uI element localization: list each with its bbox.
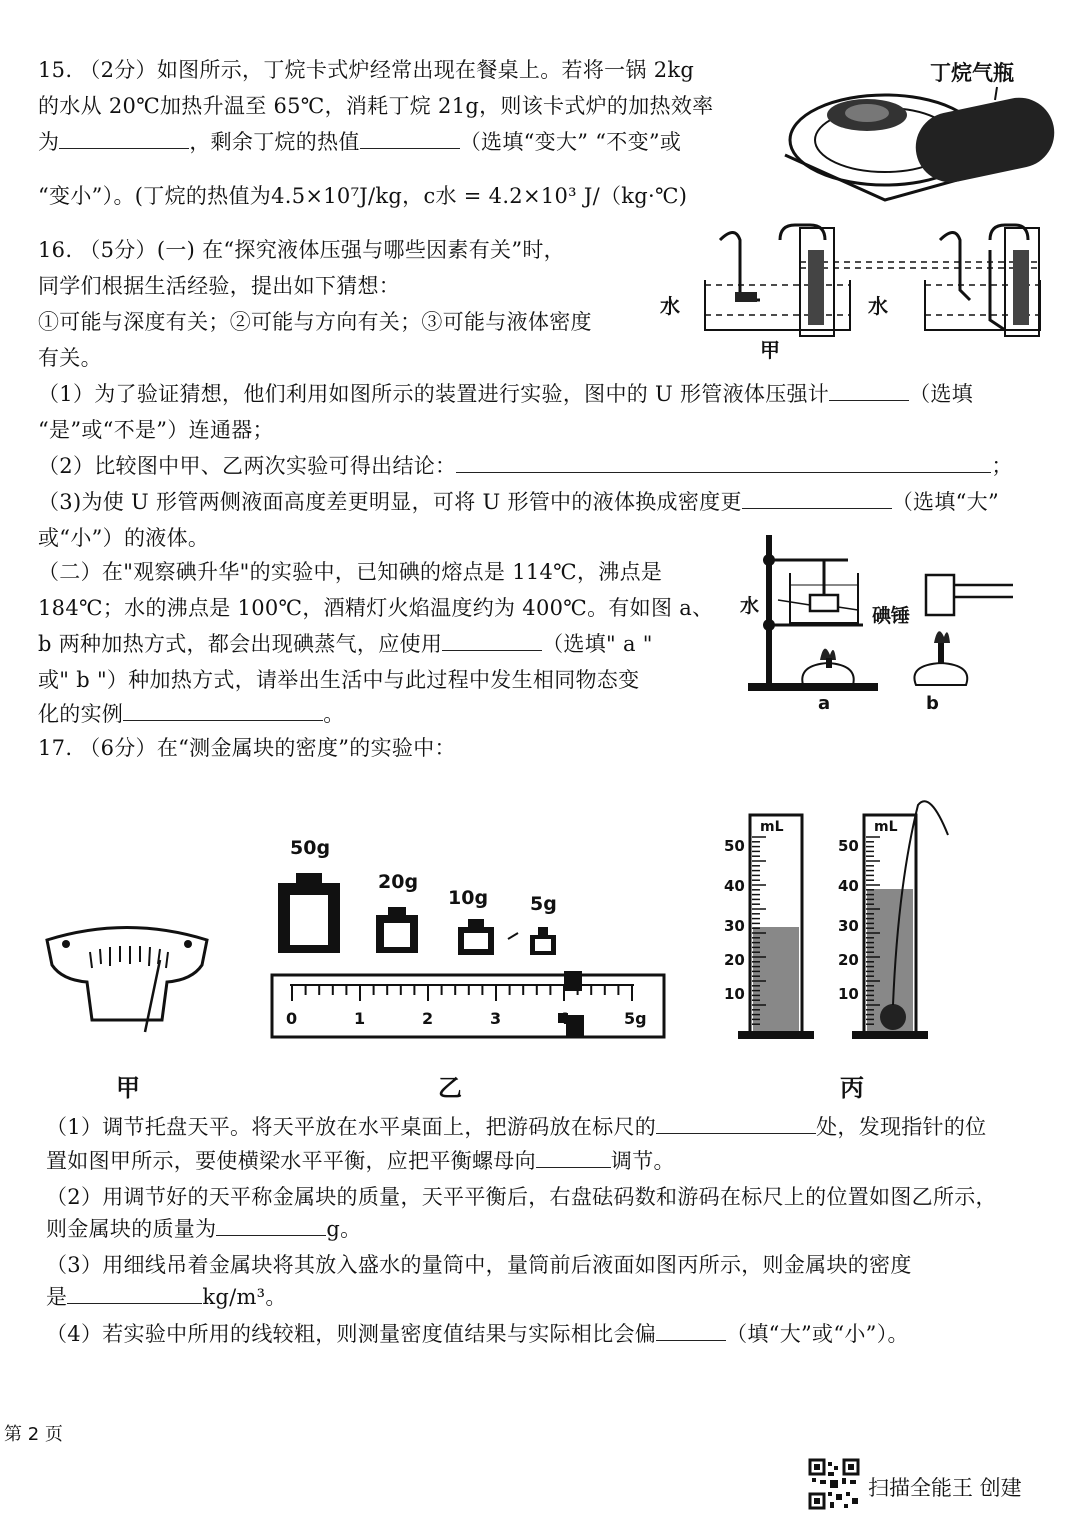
q16-s2-line1: （二）在"观察碘升华"的实验中，已知碘的熔点是 114℃，沸点是: [38, 560, 663, 584]
weight-20g-label: 20g: [378, 871, 419, 893]
q17-p2b: 则金属块的质量为 g。: [46, 1217, 362, 1241]
q16-conclusion-blank[interactable]: [456, 452, 991, 473]
weight-10g-label: 10g: [448, 887, 489, 909]
butane-stove-figure: [775, 55, 1065, 205]
iodine-figure: [738, 525, 1028, 715]
cyl2-tick-40: 40: [838, 877, 859, 895]
cyl1-tick-50: 50: [724, 837, 745, 855]
pressure-gauge-figure: [660, 220, 1060, 360]
ruler-tick-1: 1: [354, 1009, 366, 1028]
weight-5g-label: 5g: [530, 893, 557, 915]
q17-p3: （3）用细线吊着金属块将其放入盛水的量筒中，量筒前后液面如图丙所示，则金属块的密度: [46, 1253, 912, 1277]
q17-bias-blank[interactable]: [656, 1320, 726, 1341]
scanner-watermark: 扫描全能王 创建: [868, 1476, 1022, 1500]
ruler-tick-2: 2: [422, 1009, 434, 1028]
q17-zero-position-blank[interactable]: [656, 1113, 816, 1134]
cyl1-tick-20: 20: [724, 951, 745, 969]
ruler-tick-3: 3: [490, 1009, 502, 1028]
q16-s2-line2: 184℃；水的沸点是 100℃，酒精灯火焰温度约为 400℃。有如图 a、: [38, 596, 714, 620]
gauge-water-label-2: 水: [868, 294, 888, 318]
q15-line1: 15. （2分）如图所示，丁烷卡式炉经常出现在餐桌上。若将一锅 2kg: [38, 58, 695, 82]
ruler-tick-5: 5g: [624, 1009, 647, 1028]
q17-p1: （1）调节托盘天平。将天平放在水平桌面上，把游码放在标尺的 处，发现指针的位: [46, 1115, 987, 1139]
q16-density-blank[interactable]: [742, 488, 892, 509]
q16-p2: （2）比较图中甲、乙两次实验可得出结论： ；: [38, 454, 1013, 478]
iodine-water-label: 水: [740, 595, 760, 617]
q17-density-blank[interactable]: [67, 1283, 202, 1304]
q16-p3c: 或“小”）的液体。: [38, 526, 210, 550]
q16-line4: 有关。: [38, 346, 102, 370]
ruler-tick-4: 4: [558, 1009, 570, 1028]
q16-s2-line3: b 两种加热方式，都会出现碘蒸气，应使用 （选填" a ": [38, 632, 653, 656]
q17-mass-blank[interactable]: [216, 1215, 326, 1236]
q15-heat-value-blank[interactable]: [360, 128, 460, 149]
qr-code-icon: [808, 1458, 860, 1510]
q16-line1: 16. （5分）(一) 在“探究液体压强与哪些因素有关”时，: [38, 238, 565, 262]
heating-method-a-label: a: [818, 693, 831, 714]
q17-p2: （2）用调节好的天平称金属块的质量，天平平衡后，右盘砝码数和游码在标尺上的位置如图乙所示，: [46, 1185, 997, 1209]
q17-p1c: 置如图甲所示，要使横梁水平平衡，应把平衡螺母向 调节。: [46, 1149, 675, 1173]
q16-heating-method-blank[interactable]: [442, 630, 542, 651]
cylinder-1-unit: mL: [760, 819, 784, 835]
q15-line2: 的水从 20℃加热升温至 65℃，消耗丁烷 21g，则该卡式炉的加热效率: [38, 94, 714, 118]
q16-connector-blank[interactable]: [829, 380, 909, 401]
q17-p3b: 是 kg/m³。: [46, 1285, 287, 1309]
page-number: 第 2 页: [4, 1424, 63, 1445]
weights-and-ruler: [268, 835, 668, 1045]
q16-p1: （1）为了验证猜想，他们利用如图所示的装置进行实验，图中的 U 形管液体压强计 （选填: [38, 382, 974, 406]
q16-line2: 同学们根据生活经验，提出如下猜想：: [38, 274, 401, 298]
q17-p4: （4）若实验中所用的线较粗，则测量密度值结果与实际相比会偏 （填“大”或“小”）。: [46, 1322, 909, 1346]
q17-title: 17. （6分）在“测金属块的密度”的实验中：: [38, 736, 456, 760]
q16-example-blank[interactable]: [123, 700, 323, 721]
balance-scale-dial: [42, 920, 212, 1035]
figure-label-jia: 甲: [116, 1073, 140, 1102]
q15-line3: 为 ，剩余丁烷的热值 （选填“变大” “不变”或: [38, 130, 682, 154]
q15-line4: “变小”）。(丁烷的热值为4.5×10⁷J/kg，c水 = 4.2×10³ J/（kg·℃): [38, 184, 688, 208]
q16-s2-line4: 或" b "）种加热方式，请举出生活中与此过程中发生相同物态变: [38, 668, 640, 692]
cyl2-tick-10: 10: [838, 985, 859, 1003]
cyl2-tick-30: 30: [838, 917, 859, 935]
graduated-cylinders: [718, 785, 958, 1045]
q16-p1c: “是”或“不是”）连通器；: [38, 418, 274, 442]
figure-label-bing: 丙: [840, 1073, 864, 1102]
q15-efficiency-blank[interactable]: [59, 128, 189, 149]
cyl1-tick-40: 40: [724, 877, 745, 895]
cylinder-2-unit: mL: [874, 819, 898, 835]
q16-p3: （3)为使 U 形管两侧液面高度差更明显，可将 U 形管中的液体换成密度更 （选填“大”: [38, 490, 1000, 514]
ruler-tick-0: 0: [286, 1009, 298, 1028]
cyl2-tick-50: 50: [838, 837, 859, 855]
figure-label-yi: 乙: [438, 1073, 462, 1102]
gauge-water-label-1: 水: [660, 294, 680, 318]
gauge-jia-label: 甲: [760, 338, 780, 362]
butane-bottle-label: 丁烷气瓶: [930, 60, 1014, 85]
cyl2-tick-20: 20: [838, 951, 859, 969]
iodine-hammer-label: 碘锤: [872, 605, 911, 627]
cyl1-tick-10: 10: [724, 985, 745, 1003]
cyl1-tick-30: 30: [724, 917, 745, 935]
q16-s2-line5: 化的实例 。: [38, 702, 345, 726]
heating-method-b-label: b: [926, 693, 939, 714]
q16-line3: ①可能与深度有关；②可能与方向有关；③可能与液体密度: [38, 310, 592, 334]
weight-50g-label: 50g: [290, 837, 331, 859]
q17-direction-blank[interactable]: [536, 1147, 611, 1168]
